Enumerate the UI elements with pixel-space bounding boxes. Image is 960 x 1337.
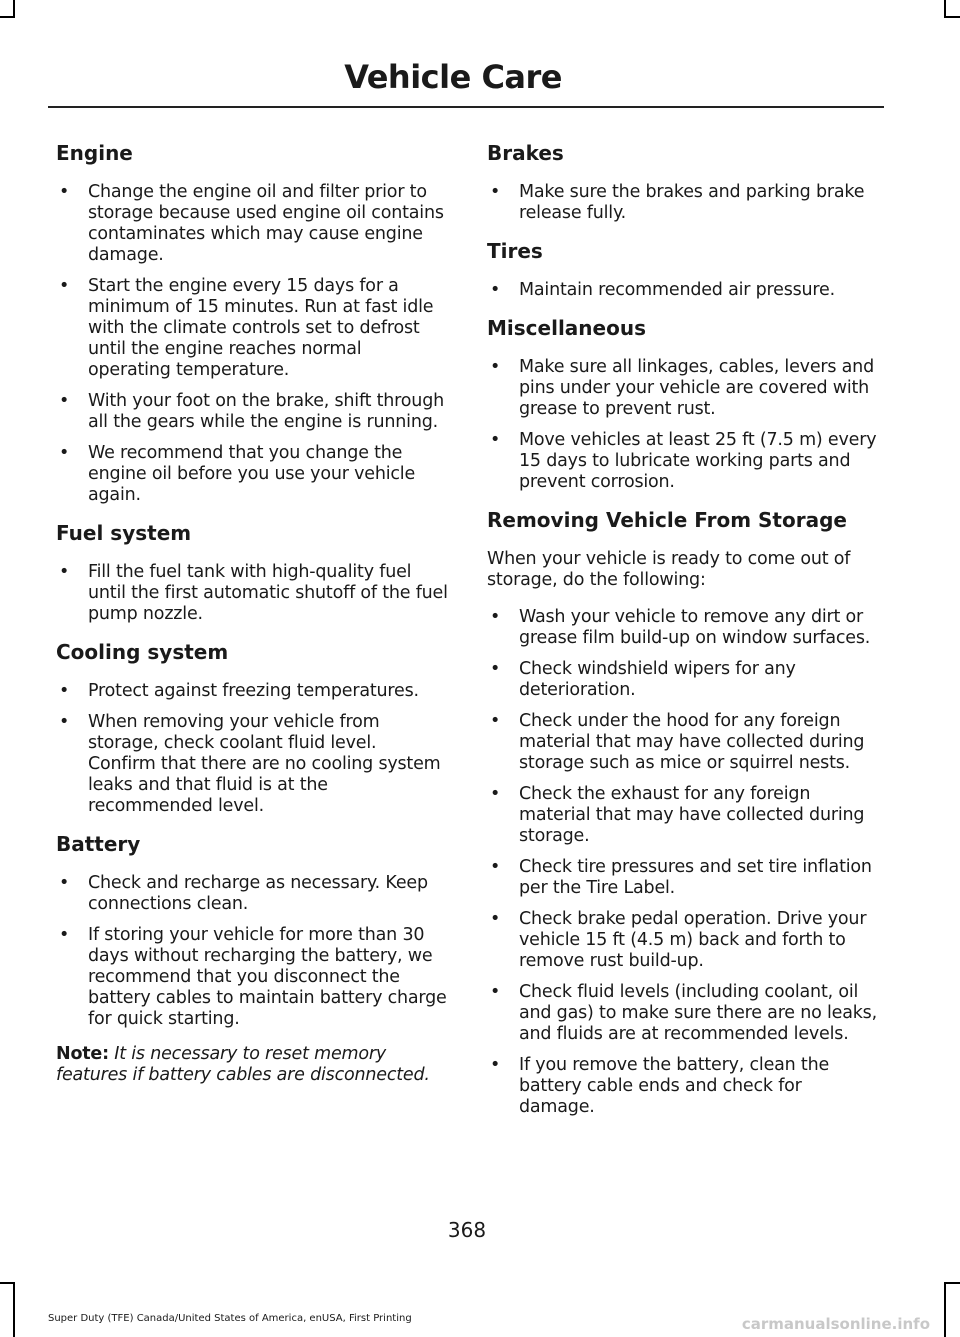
list-item: • Check brake pedal operation. Drive your vehicle 15 ft (4.5 m) back and forth to remove rust build-up. bbox=[487, 909, 879, 972]
section-heading: Miscellaneous bbox=[487, 316, 646, 340]
list-item: • Maintain recommended air pressure. bbox=[487, 280, 879, 301]
page-title: Vehicle Care bbox=[344, 58, 562, 96]
crop-mark bbox=[0, 1282, 15, 1284]
list-item: • Fill the fuel tank with high-quality fuel until the first automatic shutoff of the fuel pump nozzle. bbox=[56, 562, 448, 625]
list-item: • Check under the hood for any foreign material that may have collected during storage such as mice or squirrel nests. bbox=[487, 711, 879, 774]
crop-mark bbox=[944, 1282, 946, 1337]
section-heading: Brakes bbox=[487, 141, 564, 165]
bullet-list bbox=[487, 607, 879, 1118]
bullet-list bbox=[56, 182, 448, 506]
section-heading: Cooling system bbox=[56, 640, 229, 664]
footer-text: Super Duty (TFE) Canada/United States of America, enUSA, First Printing bbox=[48, 1313, 412, 1324]
section-heading: Removing Vehicle From Storage bbox=[487, 508, 847, 532]
list-item: • Check fluid levels (including coolant, oil and gas) to make sure there are no leaks, and fluids are at recommended levels. bbox=[487, 982, 879, 1045]
bullet-list bbox=[487, 280, 879, 301]
watermark: carmanualsonline.info bbox=[741, 1315, 930, 1333]
bullet-list bbox=[487, 357, 879, 493]
bullet-list bbox=[487, 182, 879, 224]
section-heading: Tires bbox=[487, 239, 543, 263]
list-item: • If storing your vehicle for more than 30 days without recharging the battery, we recommend that you disconnect the battery cables to maintain battery charge for quick starting. bbox=[56, 925, 448, 1030]
list-item: • Check and recharge as necessary. Keep connections clean. bbox=[56, 873, 448, 915]
intro-paragraph: When your vehicle is ready to come out of storage, do the following: bbox=[487, 549, 851, 590]
crop-mark bbox=[944, 1282, 960, 1284]
list-item: • Make sure the brakes and parking brake release fully. bbox=[487, 182, 879, 224]
note-paragraph bbox=[56, 1044, 448, 1086]
list-item: • Start the engine every 15 days for a minimum of 15 minutes. Run at fast idle with the climate controls set to defrost until the engine reaches normal operating temperature. bbox=[56, 276, 448, 381]
list-item: • When removing your vehicle from storage, check coolant fluid level. Confirm that there are no cooling system leaks and that fluid is at the recommended level. bbox=[56, 712, 448, 817]
crop-mark bbox=[13, 1282, 15, 1337]
right-column bbox=[487, 140, 879, 1132]
list-item: • Check tire pressures and set tire inflation per the Tire Label. bbox=[487, 857, 879, 899]
section-heading: Battery bbox=[56, 832, 141, 856]
note-label: Note: bbox=[56, 1044, 109, 1064]
section-heading: Fuel system bbox=[56, 521, 192, 545]
bullet-list bbox=[56, 562, 448, 625]
crop-mark bbox=[944, 16, 960, 18]
list-item: • Check the exhaust for any foreign material that may have collected during storage. bbox=[487, 784, 879, 847]
list-item: • Wash your vehicle to remove any dirt or grease film build-up on window surfaces. bbox=[487, 607, 879, 649]
list-item: • Move vehicles at least 25 ft (7.5 m) every 15 days to lubricate working parts and prevent corrosion. bbox=[487, 430, 879, 493]
list-item: • Check windshield wipers for any deterioration. bbox=[487, 659, 879, 701]
header-divider bbox=[48, 106, 884, 108]
list-item: • Make sure all linkages, cables, levers and pins under your vehicle are covered with grease to prevent rust. bbox=[487, 357, 879, 420]
list-item: • Change the engine oil and filter prior to storage because used engine oil contains contaminates which may cause engine damage. bbox=[56, 182, 448, 266]
list-item: • We recommend that you change the engine oil before you use your vehicle again. bbox=[56, 443, 448, 506]
crop-mark bbox=[944, 0, 946, 16]
list-item: • Protect against freezing temperatures. bbox=[56, 681, 448, 702]
note-text: It is necessary to reset memory features if battery cables are disconnected. bbox=[56, 1044, 430, 1085]
bullet-list bbox=[56, 681, 448, 817]
left-column bbox=[56, 140, 448, 1102]
crop-mark bbox=[13, 0, 15, 16]
list-item: • If you remove the battery, clean the battery cable ends and check for damage. bbox=[487, 1055, 879, 1118]
list-item: • With your foot on the brake, shift through all the gears while the engine is running. bbox=[56, 391, 448, 433]
bullet-list bbox=[56, 873, 448, 1030]
crop-mark bbox=[0, 16, 15, 18]
page-number: 368 bbox=[447, 1218, 487, 1242]
section-heading: Engine bbox=[56, 141, 133, 165]
